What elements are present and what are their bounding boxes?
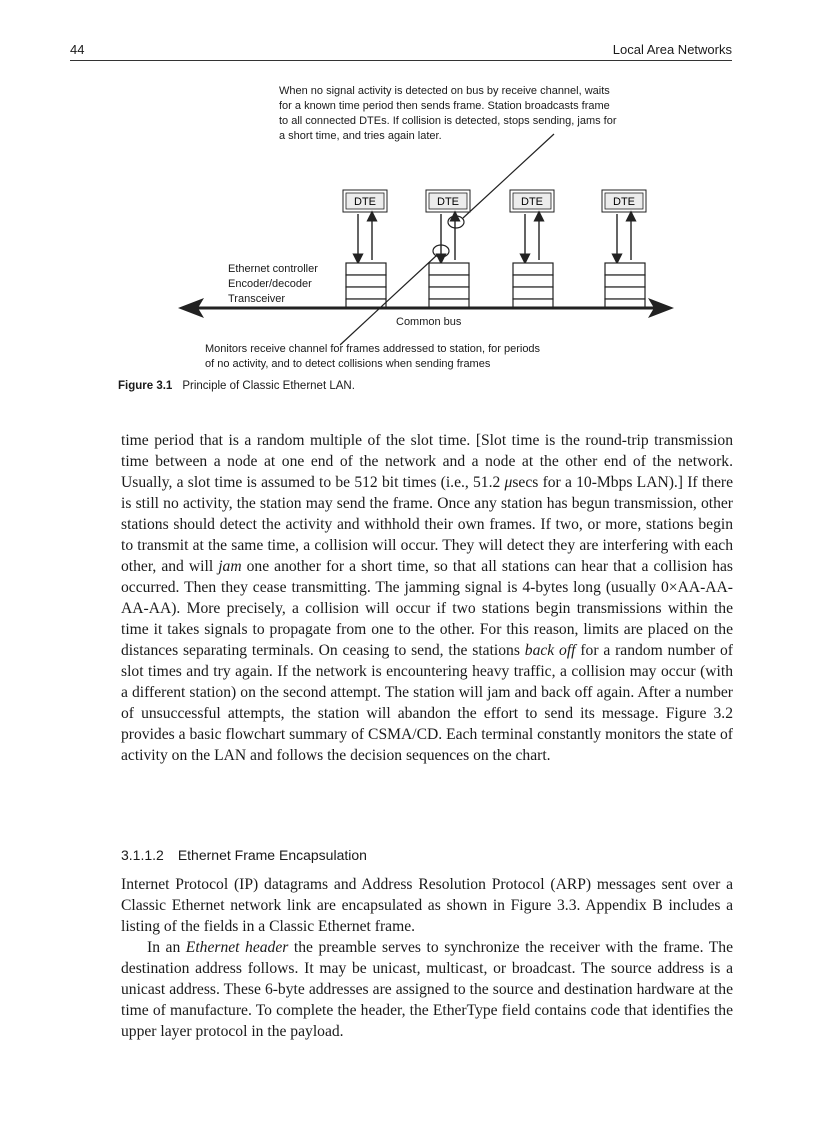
page-number: 44 — [70, 42, 85, 57]
section-title: Ethernet Frame Encapsulation — [177, 847, 367, 863]
dte-box-4 — [602, 190, 646, 212]
mu-symbol: μ — [504, 474, 513, 491]
dte-box-1 — [343, 190, 387, 212]
section-number: 3.1.1.2 — [121, 847, 164, 863]
dte-connection-arrows — [358, 214, 631, 260]
dte-box-3 — [510, 190, 554, 212]
figure-bottom-note — [205, 342, 540, 372]
running-title: Local Area Networks — [612, 42, 732, 57]
body-paragraph-1: time period that is a random multiple of the slot time. [Slot time is the round-trip transmission time between a node at one end of the network and a node at the other end of the network. Usually, a slot time is assumed to be 512 bit times (i.e., 51.2 μsecs for a 10-Mbps LAN).] If there is still no activity, the station may send the frame. Once any station has begun transmission, other stations should detect the activity and withhold their own frames. If two, or more, stations begin to transmit at the same time, a collision will occur. They will detect they are interfering with each other, and will jam one another for a short time, so that all stations can hear that a collision has occurred. Then they cease transmitting. The jamming signal is 4-bytes long (usually 0×AA-AA-AA-AA). More precisely, a collision will occur if two stations begin transmissions within the time it takes signals to propagate from one to the other. For this reason, limits are placed on the distances separating terminals. On ceasing to send, the stations back off for a random number of slot times and try again. If the network is encountering heavy traffic, a collision may occur (with a different station) on the second attempt. The station will jam and back off again. After a number of unsuccessful attempts, the station will abandon the effort to send its message. Figure 3.2 provides a basic flowchart summary of CSMA/CD. Each terminal constantly monitors the state of activity on the LAN and follows the decision sequences on the chart. — [121, 432, 734, 764]
top-note-line: a short time, and tries again later. — [279, 130, 442, 142]
top-note-line: When no signal activity is detected on bus by receive channel, waits — [279, 85, 610, 97]
transceiver-label: Transceiver — [228, 293, 286, 305]
bottom-note-line: Monitors receive channel for frames addressed to station, for periods — [205, 343, 541, 355]
bottom-note-line: of no activity, and to detect collisions when sending frames — [205, 358, 491, 370]
controller-stack-1 — [346, 263, 386, 308]
ethernet-header-term: Ethernet header — [185, 939, 289, 956]
dte-label: DTE — [521, 196, 543, 208]
dte-box-2 — [426, 190, 470, 212]
top-note-line: for a known time period then sends frame. Station broadcasts frame — [279, 100, 610, 112]
controller-stacks — [346, 263, 645, 308]
back-off-term: back off — [524, 642, 576, 659]
controller-stack-4 — [605, 263, 645, 308]
controller-labels — [228, 262, 318, 307]
body-paragraph-2: Internet Protocol (IP) datagrams and Address Resolution Protocol (ARP) messages sent over a Classic Ethernet network link are encapsulated as shown in Figure 3.3. Appendix B includes a listing of the fields in a Classic Ethernet frame. — [121, 876, 733, 935]
bus-label: Common bus — [396, 316, 462, 328]
figure-3-1 — [0, 0, 816, 410]
controller-stack-3 — [513, 263, 553, 308]
dte-label: DTE — [437, 196, 459, 208]
caption-text: Principle of Classic Ethernet LAN. — [182, 380, 355, 392]
controller-label: Ethernet controller — [228, 263, 318, 275]
encoder-label: Encoder/decoder — [228, 278, 312, 290]
body-paragraph-3: In an Ethernet header the preamble serves to synchronize the receiver with the frame. The destination address follows. It may be unicast, multicast, or broadcast. The source address is a unicast address. These 6-byte addresses are assigned to the source and destination hardware at the time of manufacture. To complete the header, the EtherType field contains code that identifies the upper layer protocol in the payload. — [121, 939, 733, 1040]
top-note-line: to all connected DTEs. If collision is detected, stops sending, jams for — [279, 115, 617, 127]
jam-term: jam — [218, 558, 242, 575]
body-paragraph-2-3 — [121, 874, 733, 1042]
controller-stack-2 — [429, 263, 469, 308]
caption-number: Figure 3.1 — [118, 380, 173, 392]
figure-caption — [118, 380, 355, 392]
dte-label: DTE — [354, 196, 376, 208]
dte-label: DTE — [613, 196, 635, 208]
section-heading — [121, 847, 367, 863]
